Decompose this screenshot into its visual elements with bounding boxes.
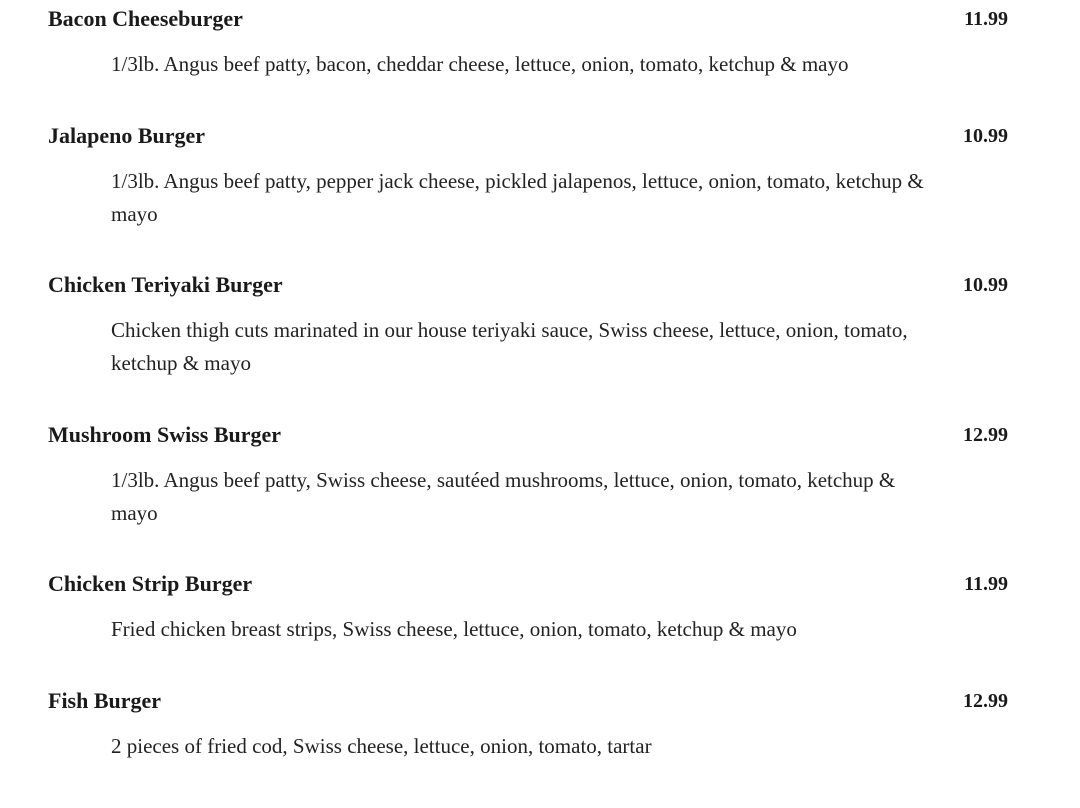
item-description: 1/3lb. Angus beef patty, bacon, cheddar cheese, lettuce, onion, tomato, ketchup & mayo — [111, 52, 849, 76]
item-description: 2 pieces of fried cod, Swiss cheese, lettuce, onion, tomato, tartar — [111, 734, 652, 758]
item-name: Chicken Strip Burger — [48, 571, 253, 596]
menu-item-chicken-strip-burger — [48, 569, 1008, 646]
menu-item-mushroom-swiss-burger — [48, 420, 1008, 530]
item-name: Fish Burger — [48, 688, 162, 713]
item-name: Jalapeno Burger — [48, 123, 206, 148]
item-price: 11.99 — [964, 573, 1008, 595]
menu-item-header — [48, 121, 1008, 151]
menu-item-header — [48, 569, 1008, 599]
menu-item-bacon-cheeseburger — [48, 4, 1008, 81]
menu-item-header — [48, 270, 1008, 300]
item-description: 1/3lb. Angus beef patty, Swiss cheese, sautéed mushrooms, lettuce, onion, tomato, ketchup & mayo — [111, 468, 896, 525]
menu-item-header — [48, 420, 1008, 450]
menu-item-fish-burger — [48, 686, 1008, 763]
menu-item-chicken-teriyaki-burger — [48, 270, 1008, 380]
item-name: Mushroom Swiss Burger — [48, 422, 282, 447]
item-price: 12.99 — [963, 690, 1008, 712]
item-name: Bacon Cheeseburger — [48, 6, 243, 31]
menu-item-header — [48, 4, 1008, 34]
item-price: 10.99 — [963, 274, 1008, 296]
menu-item-header — [48, 686, 1008, 716]
item-price: 11.99 — [964, 8, 1008, 30]
item-price: 10.99 — [963, 125, 1008, 147]
item-description: Fried chicken breast strips, Swiss cheese, lettuce, onion, tomato, ketchup & mayo — [111, 617, 797, 641]
menu-item-jalapeno-burger — [48, 121, 1008, 231]
item-price: 12.99 — [963, 424, 1008, 446]
item-name: Chicken Teriyaki Burger — [48, 272, 283, 297]
item-description: 1/3lb. Angus beef patty, pepper jack cheese, pickled jalapenos, lettuce, onion, tomato, ketchup & mayo — [111, 169, 924, 226]
item-description: Chicken thigh cuts marinated in our house teriyaki sauce, Swiss cheese, lettuce, onion, tomato, ketchup & mayo — [111, 318, 908, 375]
